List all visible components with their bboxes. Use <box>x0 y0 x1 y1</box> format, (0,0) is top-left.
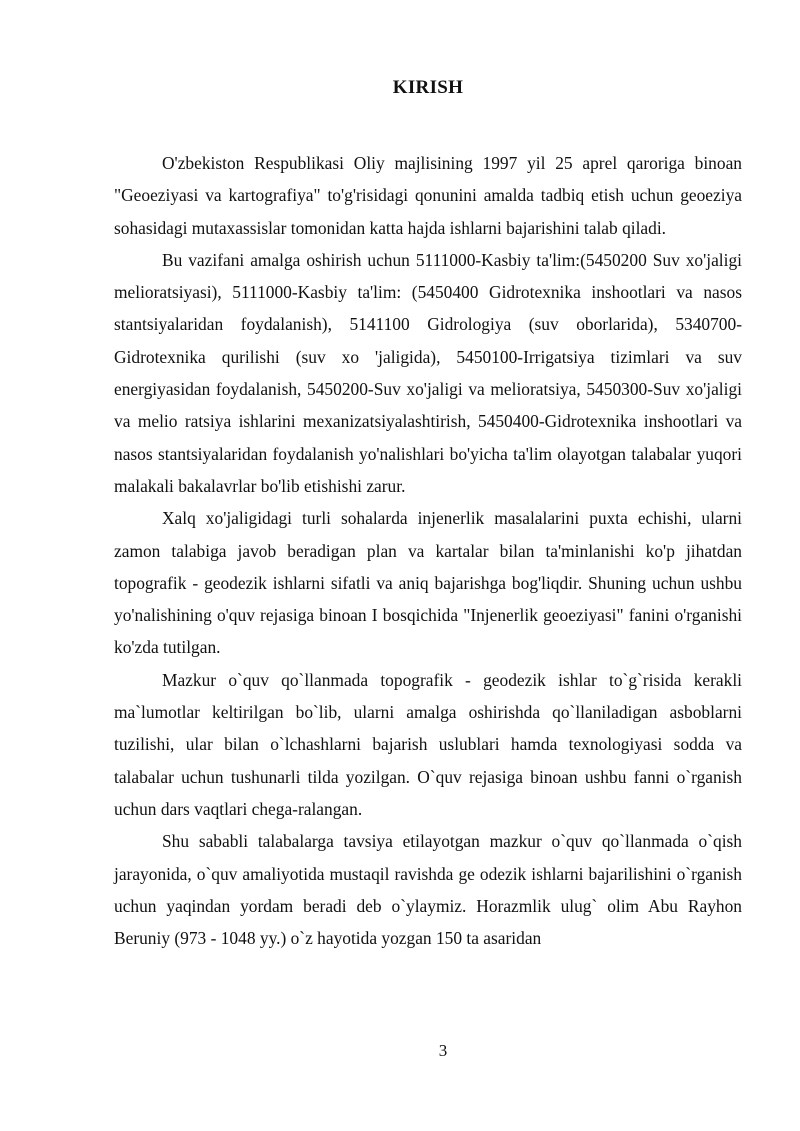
page-number: 3 <box>438 1041 448 1060</box>
paragraph: Mazkur o`quv qo`llanmada topografik - geodezik ishlar to`g`risida kerakli ma`lumotlar keltirilgan bo`lib, ularni amalga oshirishda qo`llaniladigan asboblarni tuzilishi, ular bilan o`lchashlarni bajarish uslublari hamda texnologiyasi sodda va talabalar uchun tushunarli tilda yozilgan. O`quv rejasiga binoan ushbu fanni o`rganish uchun dars vaqtlari chega-ralangan. <box>114 669 742 819</box>
body-text <box>114 147 742 954</box>
paragraph: Bu vazifani amalga oshirish uchun 5111000-Kasbiy ta'lim:(5450200 Suv xo'jaligi melioratsiyasi), 5111000-Kasbiy ta'lim: (5450400 Gidrotexnika inshootlari va nasos stantsiyalaridan foydalanish), 5141100 Gidrologiya (suv oborlarida), 5340700-Gidrotexnika qurilishi (suv xo 'jaligida), 5450100-Irrigatsiya tizimlari va suv energiyasidan foydalanish, 5450200-Suv xo'jaligi va melioratsiya, 5450300-Suv xo'jaligi va melio ratsiya ishlarini mexanizatsiyalashtirish, 5450400-Gidrotexnika inshootlari va nasos stantsiyalaridan foydalanish yo'nalishlari bo'yicha ta'lim olayotgan talabalar yuqori malakali bakalavrlar bo'lib etishishi zarur. <box>114 249 742 496</box>
paragraph: Shu sababli talabalarga tavsiya etilayotgan mazkur o`quv qo`llanmada o`qish jarayonida, o`quv amaliyotida mustaqil ravishda ge odezik ishlarni bajarilishini o`rganish uchun yaqindan yordam beradi deb o`ylaymiz. Horazmlik ulug` olim Abu Rayhon Beruniy (973 - 1048 yy.) o`z hayotida yozgan 150 ta asaridan <box>114 831 742 949</box>
paragraph: Xalq xo'jaligidagi turli sohalarda injenerlik masalalarini puxta echishi, ularni zamon talabiga javob beradigan plan va kartalar bilan ta'minlanishi ko'p jihatdan topografik - geodezik ishlarni sifatli va aniq bajarishga bog'liqdir. Shuning uchun ushbu yo'nalishining o'quv rejasiga binoan I bosqichida "Injenerlik geoeziyasi" fanini o'rganishi ko'zda tutilgan. <box>114 508 742 658</box>
page-title: KIRISH <box>392 77 464 98</box>
paragraph: O'zbekiston Respublikasi Oliy majlisining 1997 yil 25 aprel qaroriga binoan "Geoeziyasi va kartografiya" to'g'risidagi qonunini amalda tadbiq etish uchun geoeziya sohasidagi mutaxassislar tomonidan katta hajda ishlarni bajarishini talab qiladi. <box>114 153 742 238</box>
